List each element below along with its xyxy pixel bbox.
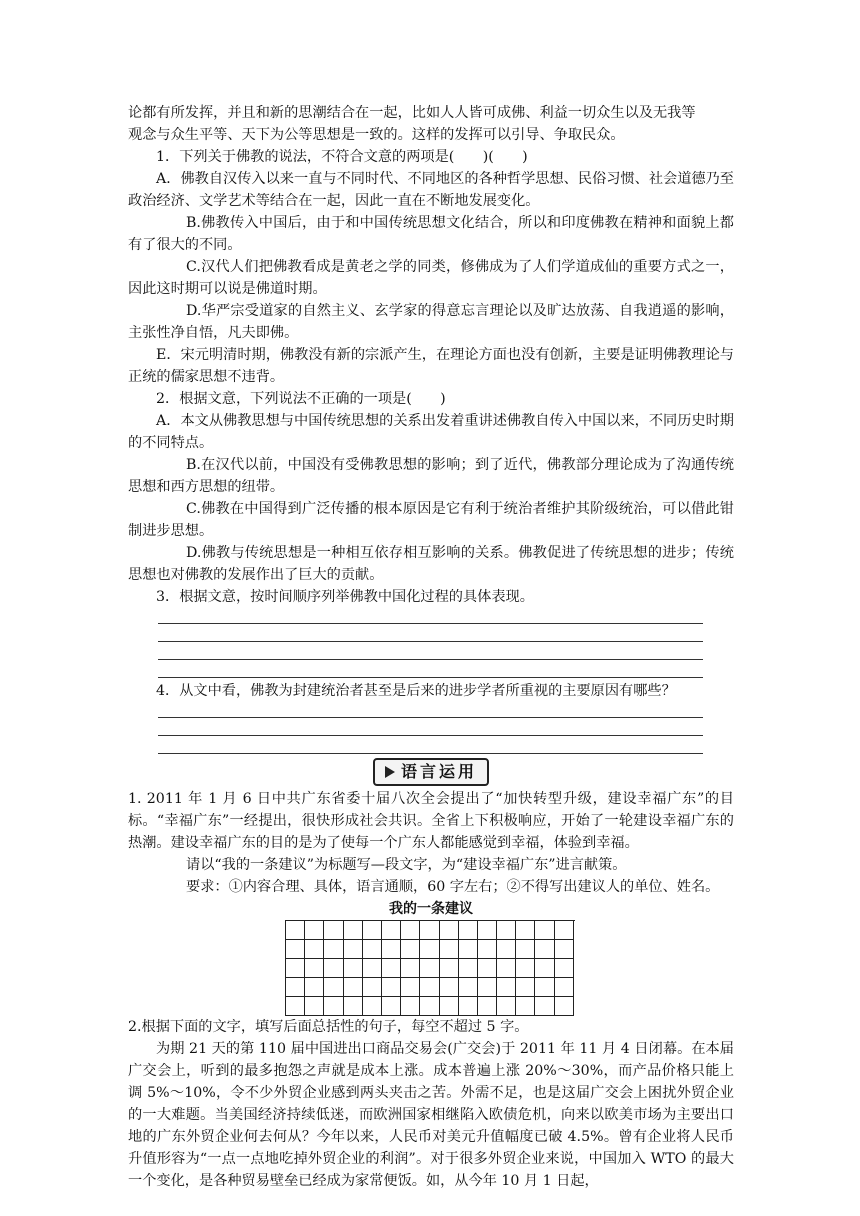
grid-cell[interactable] xyxy=(497,997,516,1016)
grid-cell[interactable] xyxy=(555,959,574,978)
writing-grid[interactable] xyxy=(285,920,575,1016)
grid-cell[interactable] xyxy=(516,940,535,959)
grid-cell[interactable] xyxy=(324,940,343,959)
grid-title: 我的一条建议 xyxy=(389,901,473,917)
grid-cell[interactable] xyxy=(305,959,324,978)
q1-option-e: E．宋元明清时期，佛教没有新的宗派产生，在理论方面也没有创新，主要是证明佛教理论与正统的儒家思想不违背。 xyxy=(128,347,734,385)
grid-cell[interactable] xyxy=(305,978,324,997)
section-banner-box xyxy=(373,758,489,786)
intro-line-2: 观念与众生平等、天下为公等思想是一致的。这样的发挥可以引导、争取民众。 xyxy=(128,127,625,143)
grid-cell[interactable] xyxy=(344,997,363,1016)
grid-cell[interactable] xyxy=(478,921,497,940)
grid-cell[interactable] xyxy=(382,978,401,997)
q1-stem: 1．下列关于佛教的说法，不符合文意的两项是( )( ) xyxy=(156,149,528,165)
grid-cell[interactable] xyxy=(497,940,516,959)
grid-cell[interactable] xyxy=(324,997,343,1016)
grid-cell[interactable] xyxy=(497,921,516,940)
grid-cell[interactable] xyxy=(382,921,401,940)
lang1-requirement: 要求：①内容合理、具体，语言通顺，60 字左右；②不得写出建议人的单位、姓名。 xyxy=(186,879,720,895)
answer-line[interactable] xyxy=(158,662,703,678)
grid-cell[interactable] xyxy=(440,997,459,1016)
grid-cell[interactable] xyxy=(516,921,535,940)
grid-cell[interactable] xyxy=(305,997,324,1016)
lang1-prompt: 请以“我的一条建议”为标题写—段文字，为“建设幸福广东”进言献策。 xyxy=(186,857,627,873)
answer-line[interactable] xyxy=(158,720,703,736)
grid-cell[interactable] xyxy=(363,978,382,997)
lang1-body: 1. 2011 年 1 月 6 日中共广东省委十届八次全会提出了“加快转型升级，建设幸福广东”的目标。“幸福广东”一经提出，很快形成社会共识。全省上下积极响应，开始了一轮建设幸福广东的热潮。建设幸福广东的目的是为了使每一个广东人都能感觉到幸福，体验到幸福。 xyxy=(128,791,734,851)
lang2-passage: 为期 21 天的第 110 届中国进出口商品交易会(广交会)于 2011 年 11 月 4 日闭幕。在本届广交会上，听到的最多抱怨之声就是成本上涨。成本普遍上涨 20%～30%，而产品价格只能上调 5%～10%，令不少外贸企业感到两头夹击之苦。外需不足，也是这届广交会上困扰外贸企业的一大难题。当美国经济持续低迷，而欧洲国家相继陷入欧债危机，向来以欧美市场为主要出口地的广东外贸企业何去何从？今年以来，人民币对美元升值幅度已破 4.5%。曾有企业将人民币升值形容为“一点一点地吃掉外贸企业的利润”。对于很多外贸企业来说，中国加入 WTO 的最大一个变化，是各种贸易壁垒已经成为家常便饭。如，从今年 10 月 1 日起， xyxy=(128,1041,734,1189)
grid-cell[interactable] xyxy=(420,921,439,940)
grid-cell[interactable] xyxy=(344,978,363,997)
grid-cell[interactable] xyxy=(555,978,574,997)
grid-cell[interactable] xyxy=(516,978,535,997)
grid-cell[interactable] xyxy=(305,940,324,959)
grid-cell[interactable] xyxy=(440,921,459,940)
answer-line[interactable] xyxy=(158,626,703,642)
grid-cell[interactable] xyxy=(497,959,516,978)
arrow-icon xyxy=(385,766,395,778)
q2-stem: 2．根据文意，下列说法不正确的一项是( ) xyxy=(156,391,446,407)
q4-answer-lines[interactable] xyxy=(158,702,703,754)
intro-line-1: 论都有所发挥，并且和新的思潮结合在一起，比如人人皆可成佛、利益一切众生以及无我等 xyxy=(128,105,696,121)
q1-option-b: B.佛教传入中国后，由于和中国传统思想文化结合，所以和印度佛教在精神和面貌上都有了很大的不同。 xyxy=(128,215,734,253)
q3-stem: 3．根据文意，按时间顺序列举佛教中国化过程的具体表现。 xyxy=(156,589,534,605)
grid-cell[interactable] xyxy=(401,959,420,978)
grid-cell[interactable] xyxy=(535,997,554,1016)
grid-cell[interactable] xyxy=(516,997,535,1016)
grid-cell[interactable] xyxy=(420,997,439,1016)
grid-cell[interactable] xyxy=(459,978,478,997)
answer-line[interactable] xyxy=(158,608,703,624)
grid-cell[interactable] xyxy=(401,921,420,940)
q2-option-b: B.在汉代以前，中国没有受佛教思想的影响；到了近代，佛教部分理论成为了沟通传统思想和西方思想的纽带。 xyxy=(128,457,734,495)
grid-cell[interactable] xyxy=(363,940,382,959)
grid-cell[interactable] xyxy=(497,978,516,997)
grid-cell[interactable] xyxy=(459,921,478,940)
grid-cell[interactable] xyxy=(305,921,324,940)
grid-cell[interactable] xyxy=(286,978,305,997)
grid-cell[interactable] xyxy=(459,959,478,978)
grid-cell[interactable] xyxy=(516,959,535,978)
lang2-stem: 2.根据下面的文字，填写后面总括性的句子，每空不超过 5 字。 xyxy=(128,1019,529,1035)
grid-cell[interactable] xyxy=(535,921,554,940)
q1-option-c: C.汉代人们把佛教看成是黄老之学的同类，修佛成为了人们学道成仙的重要方式之一，因此这时期可以说是佛道时期。 xyxy=(128,259,734,297)
grid-cell[interactable] xyxy=(382,940,401,959)
grid-cell[interactable] xyxy=(459,940,478,959)
grid-cell[interactable] xyxy=(535,940,554,959)
grid-cell[interactable] xyxy=(478,959,497,978)
q1-option-d: D.华严宗受道家的自然主义、玄学家的得意忘言理论以及旷达放荡、自我逍遥的影响，主张性净自悟，凡夫即佛。 xyxy=(128,303,734,341)
grid-cell[interactable] xyxy=(420,940,439,959)
grid-cell[interactable] xyxy=(535,978,554,997)
grid-cell[interactable] xyxy=(555,940,574,959)
grid-cell[interactable] xyxy=(382,959,401,978)
grid-cell[interactable] xyxy=(382,997,401,1016)
q1-option-a: A．佛教自汉传入以来一直与不同时代、不同地区的各种哲学思想、民俗习惯、社会道德乃至政治经济、文学艺术等结合在一起，因此一直在不断地发展变化。 xyxy=(128,171,734,209)
q2-option-a: A．本文从佛教思想与中国传统思想的关系出发着重讲述佛教自传入中国以来，不同历史时期的不同特点。 xyxy=(128,413,734,451)
grid-cell[interactable] xyxy=(286,959,305,978)
grid-cell[interactable] xyxy=(363,997,382,1016)
q3-answer-lines[interactable] xyxy=(158,608,703,678)
section-banner-label: 语言运用 xyxy=(400,762,477,781)
answer-line[interactable] xyxy=(158,644,703,660)
grid-cell[interactable] xyxy=(286,921,305,940)
grid-cell[interactable] xyxy=(478,940,497,959)
grid-cell[interactable] xyxy=(401,997,420,1016)
grid-cell[interactable] xyxy=(324,921,343,940)
grid-cell[interactable] xyxy=(420,978,439,997)
grid-cell[interactable] xyxy=(363,959,382,978)
grid-cell[interactable] xyxy=(344,959,363,978)
grid-cell[interactable] xyxy=(535,959,554,978)
grid-cell[interactable] xyxy=(478,997,497,1016)
grid-cell[interactable] xyxy=(344,940,363,959)
document-page xyxy=(128,102,734,1192)
grid-cell[interactable] xyxy=(324,959,343,978)
grid-cell[interactable] xyxy=(363,921,382,940)
grid-cell[interactable] xyxy=(344,921,363,940)
q4-stem: 4．从文中看，佛教为封建统治者甚至是后来的进步学者所重视的主要原因有哪些？ xyxy=(156,683,676,699)
answer-line[interactable] xyxy=(158,702,703,718)
grid-cell[interactable] xyxy=(440,978,459,997)
grid-cell[interactable] xyxy=(440,940,459,959)
grid-cell[interactable] xyxy=(286,940,305,959)
section-banner xyxy=(128,758,734,786)
grid-cell[interactable] xyxy=(324,978,343,997)
grid-cell[interactable] xyxy=(286,997,305,1016)
q2-option-c: C.佛教在中国得到广泛传播的根本原因是它有利于统治者维护其阶级统治，可以借此钳制进步思想。 xyxy=(128,501,734,539)
grid-cell[interactable] xyxy=(478,978,497,997)
grid-cell[interactable] xyxy=(401,940,420,959)
q2-option-d: D.佛教与传统思想是一种相互依存相互影响的关系。佛教促进了传统思想的进步；传统思想也对佛教的发展作出了巨大的贡献。 xyxy=(128,545,734,583)
answer-line[interactable] xyxy=(158,738,703,754)
grid-cell[interactable] xyxy=(440,959,459,978)
grid-cell[interactable] xyxy=(401,978,420,997)
grid-cell[interactable] xyxy=(420,959,439,978)
grid-cell[interactable] xyxy=(459,997,478,1016)
grid-cell[interactable] xyxy=(555,997,574,1016)
grid-cell[interactable] xyxy=(555,921,574,940)
